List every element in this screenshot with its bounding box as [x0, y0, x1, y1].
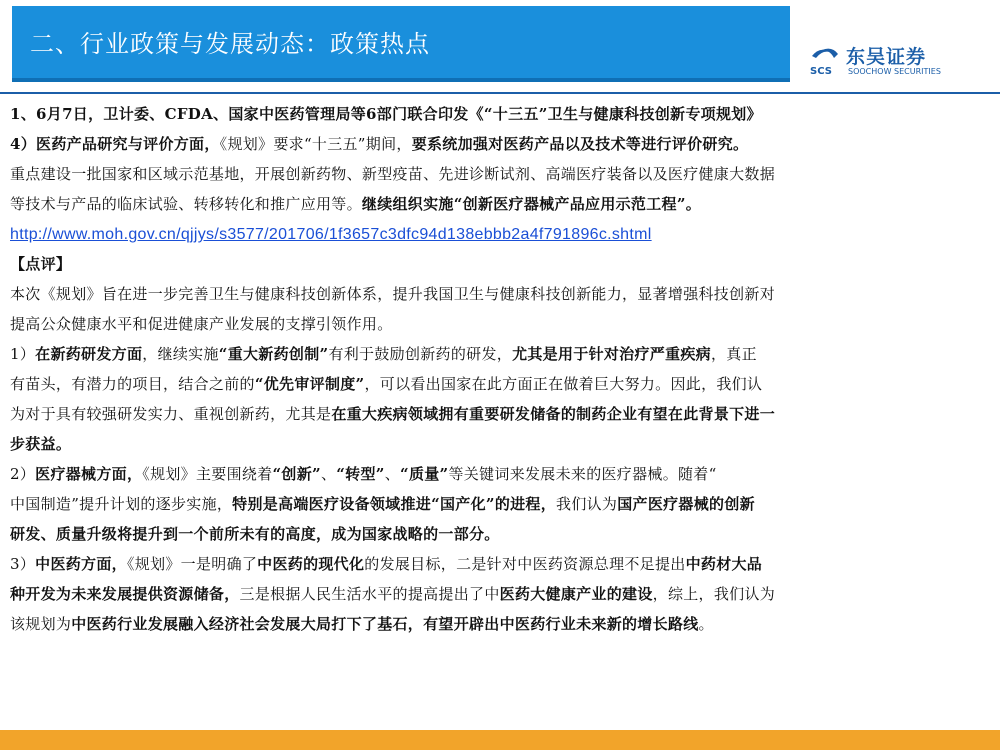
company-logo — [808, 44, 988, 84]
bold-text: 在新药研发方面 — [35, 345, 143, 363]
body-text: 2） — [10, 465, 36, 483]
body-text: 等关键词来发展未来的医疗器械。随着“ — [448, 465, 717, 483]
logo-mark-icon — [808, 44, 842, 78]
body-text: 1） — [10, 345, 36, 363]
bold-text: 中医药的现代化 — [257, 555, 365, 573]
text-line — [10, 129, 985, 159]
text-line — [10, 399, 985, 429]
page-title: 二、行业政策与发展动态：政策热点 — [30, 30, 430, 58]
bold-text: 医疗器械方面， — [35, 465, 143, 483]
body-text: 《规划》一是明确了 — [126, 555, 258, 573]
bold-text: 要系统加强对医药产品以及技术等进行评价研究。 — [411, 135, 749, 153]
text-line — [10, 549, 985, 579]
bold-text: “优先审评制度” — [254, 375, 365, 393]
body-text: 为对于具有较强研发实力、重视创新药，尤其是 — [10, 405, 332, 423]
bold-text: 步获益。 — [10, 435, 72, 453]
text-line — [10, 219, 985, 249]
bold-text: 国产医疗器械的创新 — [617, 495, 755, 513]
document-body — [10, 99, 985, 639]
bold-text: 1、6月7日，卫计委、CFDA、国家中医药管理局等6部门联合印发《“十三五”卫生与健康科技创新专项规划》 — [10, 105, 762, 123]
body-text: 等技术与产品的临床试验、转移转化和推广应用等。 — [10, 195, 362, 213]
body-text: 重点建设一批国家和区域示范基地，开展创新药物、新型疫苗、先进诊断试剂、高端医疗装备以及医疗健康大数据 — [10, 165, 776, 183]
text-line — [10, 459, 985, 489]
body-text: ，继续实施 — [142, 345, 219, 363]
bold-text: 尤其是用于针对治疗严重疾病 — [512, 345, 711, 363]
body-text: ，真正 — [710, 345, 757, 363]
bold-text: 4）医药产品研究与评价方面， — [10, 135, 220, 153]
body-text: 该规划为 — [10, 615, 72, 633]
body-text: 《规划》主要围绕着 — [142, 465, 273, 483]
text-line — [10, 579, 985, 609]
source-link[interactable]: http://www.moh.gov.cn/qjjys/s3577/201706/1f3657c3dfc94d138ebbb2a4f791896c.shtml — [10, 226, 652, 243]
body-text: 《规划》要求“十三五”期间， — [219, 135, 412, 153]
bold-text: “重大新药创制” — [218, 345, 329, 363]
bold-text: 种开发为未来发展提供资源储备， — [10, 585, 240, 603]
bold-text: 继续组织实施“创新医疗器械产品应用示范工程”。 — [361, 195, 702, 213]
svg-text:SCS: SCS — [810, 66, 832, 77]
text-line — [10, 309, 985, 339]
text-line — [10, 339, 985, 369]
body-text: ，综上，我们认为 — [652, 585, 776, 603]
body-text: 。 — [698, 615, 714, 633]
body-text: 、 — [320, 465, 337, 483]
bold-text: 在重大疾病领域拥有重要研发储备的制药企业有望在此背景下进一 — [331, 405, 776, 423]
text-line — [10, 279, 985, 309]
header-bar — [12, 6, 790, 82]
bold-text: “转型” — [336, 465, 385, 483]
bold-text: “创新” — [272, 465, 321, 483]
body-text: 提高公众健康水平和促进健康产业发展的支撑引领作用。 — [10, 315, 393, 333]
text-line — [10, 189, 985, 219]
bold-text: 中医药行业发展融入经济社会发展大局打下了基石，有望开辟出中医药行业未来新的增长路线 — [71, 615, 699, 633]
bold-text: 中药材大品 — [685, 555, 763, 573]
body-text: ，可以看出国家在此方面正在做着巨大努力。因此，我们认 — [364, 375, 763, 393]
body-text: 中国制造”提升计划的逐步实施， — [10, 495, 233, 513]
body-text: 有利于鼓励创新药的研发， — [328, 345, 513, 363]
bold-text: 研发、质量升级将提升到一个前所未有的高度，成为国家战略的一部分。 — [10, 525, 500, 543]
text-line — [10, 429, 985, 459]
text-line — [10, 159, 985, 189]
body-text: 、 — [384, 465, 401, 483]
body-text: 有苗头，有潜力的项目，结合之前的 — [10, 375, 255, 393]
footer-bar — [0, 730, 1000, 750]
body-text: 3） — [10, 555, 36, 573]
body-text: 本次《规划》旨在进一步完善卫生与健康科技创新体系，提升我国卫生与健康科技创新能力，显著增强科技创新对 — [10, 285, 776, 303]
logo-name-en: SOOCHOW SECURITIES — [848, 67, 941, 76]
text-line — [10, 249, 985, 279]
text-line — [10, 519, 985, 549]
bold-text: 特别是高端医疗设备领域推进“国产化”的进程， — [232, 495, 557, 513]
header-divider — [0, 92, 1000, 94]
logo-name-cn: 东吴证券 — [846, 46, 927, 68]
bold-text: 中医药方面， — [35, 555, 127, 573]
body-text: 三是根据人民生活水平的提高提出了中 — [239, 585, 500, 603]
body-text: 的发展目标，二是针对中医药资源总理不足提出 — [364, 555, 686, 573]
bold-text: 医药大健康产业的建设 — [499, 585, 653, 603]
text-line — [10, 369, 985, 399]
text-line — [10, 609, 985, 639]
bold-text: “质量” — [400, 465, 449, 483]
bold-text: 【点评】 — [10, 255, 72, 273]
text-line — [10, 99, 985, 129]
body-text: 我们认为 — [556, 495, 618, 513]
text-line — [10, 489, 985, 519]
